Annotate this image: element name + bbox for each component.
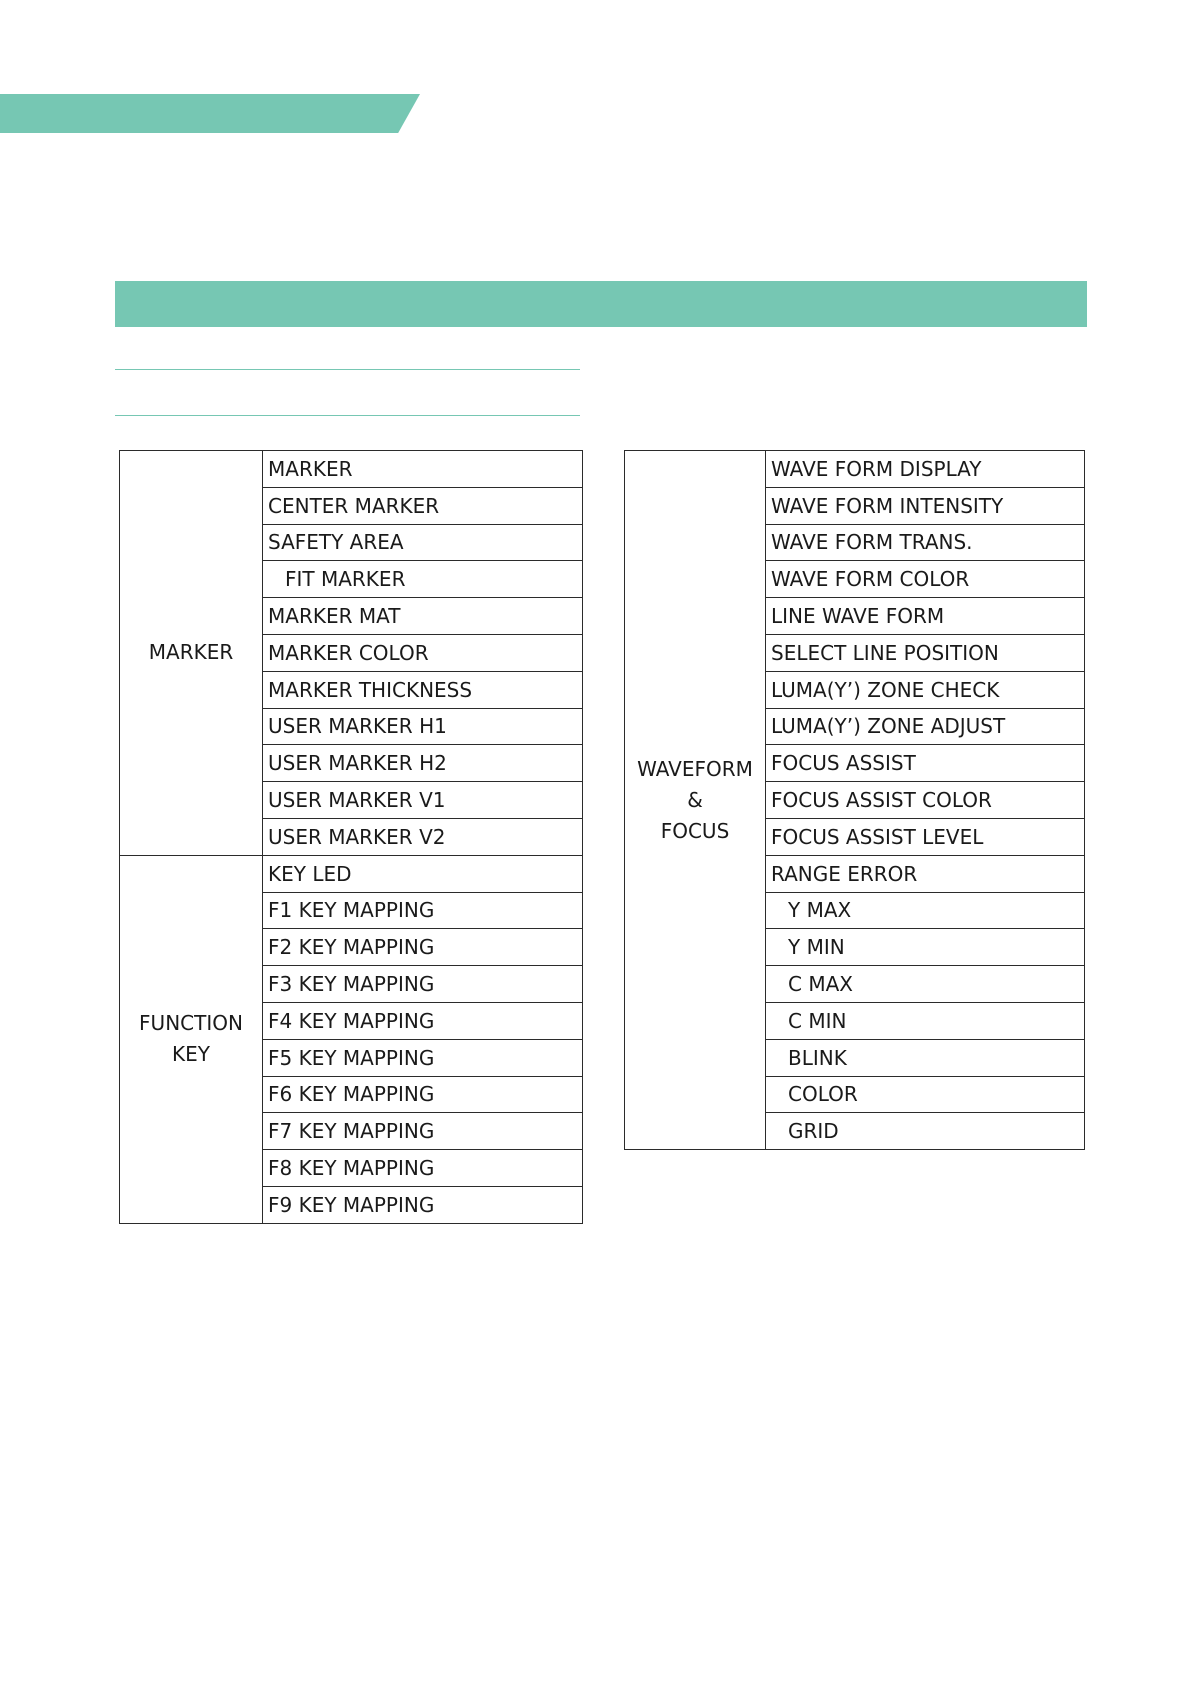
menu-item-f1-key-mapping: F1 KEY MAPPING (263, 892, 583, 929)
menu-item-marker-thickness: MARKER THICKNESS (263, 671, 583, 708)
menu-item-marker-color: MARKER COLOR (263, 634, 583, 671)
category-label: FUNCTION (139, 1011, 243, 1036)
menu-item-f2-key-mapping: F2 KEY MAPPING (263, 929, 583, 966)
section-header-bar (115, 281, 1087, 327)
menu-item-blink: BLINK (766, 1039, 1085, 1076)
menu-item-f6-key-mapping: F6 KEY MAPPING (263, 1076, 583, 1113)
category-label: MARKER (148, 640, 234, 665)
menu-item-key-led: KEY LED (263, 855, 583, 892)
subheading-rule-top (115, 369, 580, 370)
menu-item-wave-form-display: WAVE FORM DISPLAY (766, 451, 1085, 488)
header-accent-tab (0, 94, 420, 133)
table-row (120, 855, 583, 892)
menu-item-c-max: C MAX (766, 966, 1085, 1003)
menu-table-right (624, 450, 1085, 1150)
menu-item-color: COLOR (766, 1076, 1085, 1113)
table-row (120, 451, 583, 488)
menu-item-c-min: C MIN (766, 1002, 1085, 1039)
menu-item-safety-area: SAFETY AREA (263, 524, 583, 561)
menu-item-user-marker-v1: USER MARKER V1 (263, 782, 583, 819)
menu-item-marker: MARKER (263, 451, 583, 488)
subheading-rule-bottom (115, 415, 580, 416)
category-cell-function-key (120, 855, 263, 1223)
menu-item-fit-marker: FIT MARKER (263, 561, 583, 598)
menu-item-wave-form-trans: WAVE FORM TRANS. (766, 524, 1085, 561)
menu-item-user-marker-h1: USER MARKER H1 (263, 708, 583, 745)
menu-item-focus-assist-level: FOCUS ASSIST LEVEL (766, 818, 1085, 855)
menu-table-left (119, 450, 583, 1224)
menu-item-select-line-position: SELECT LINE POSITION (766, 634, 1085, 671)
menu-item-f7-key-mapping: F7 KEY MAPPING (263, 1113, 583, 1150)
menu-item-marker-mat: MARKER MAT (263, 598, 583, 635)
menu-item-f3-key-mapping: F3 KEY MAPPING (263, 966, 583, 1003)
category-label: FOCUS (660, 818, 730, 843)
menu-item-f5-key-mapping: F5 KEY MAPPING (263, 1039, 583, 1076)
menu-item-wave-form-color: WAVE FORM COLOR (766, 561, 1085, 598)
category-cell-waveform-focus (625, 451, 766, 1150)
category-label: & (687, 787, 703, 812)
menu-item-user-marker-h2: USER MARKER H2 (263, 745, 583, 782)
menu-item-center-marker: CENTER MARKER (263, 487, 583, 524)
menu-item-grid: GRID (766, 1113, 1085, 1150)
menu-item-f4-key-mapping: F4 KEY MAPPING (263, 1002, 583, 1039)
menu-item-focus-assist: FOCUS ASSIST (766, 745, 1085, 782)
menu-item-focus-assist-color: FOCUS ASSIST COLOR (766, 782, 1085, 819)
menu-item-y-max: Y MAX (766, 892, 1085, 929)
menu-item-luma-y-zone-check: LUMA(Y’) ZONE CHECK (766, 671, 1085, 708)
menu-item-luma-y-zone-adjust: LUMA(Y’) ZONE ADJUST (766, 708, 1085, 745)
menu-item-line-wave-form: LINE WAVE FORM (766, 598, 1085, 635)
category-cell-marker (120, 451, 263, 856)
menu-item-y-min: Y MIN (766, 929, 1085, 966)
menu-item-user-marker-v2: USER MARKER V2 (263, 818, 583, 855)
menu-item-f8-key-mapping: F8 KEY MAPPING (263, 1150, 583, 1187)
menu-item-f9-key-mapping: F9 KEY MAPPING (263, 1186, 583, 1223)
menu-item-range-error: RANGE ERROR (766, 855, 1085, 892)
table-row (625, 451, 1085, 488)
category-label: KEY (172, 1042, 210, 1067)
menu-item-wave-form-intensity: WAVE FORM INTENSITY (766, 487, 1085, 524)
category-label: WAVEFORM (637, 756, 753, 781)
